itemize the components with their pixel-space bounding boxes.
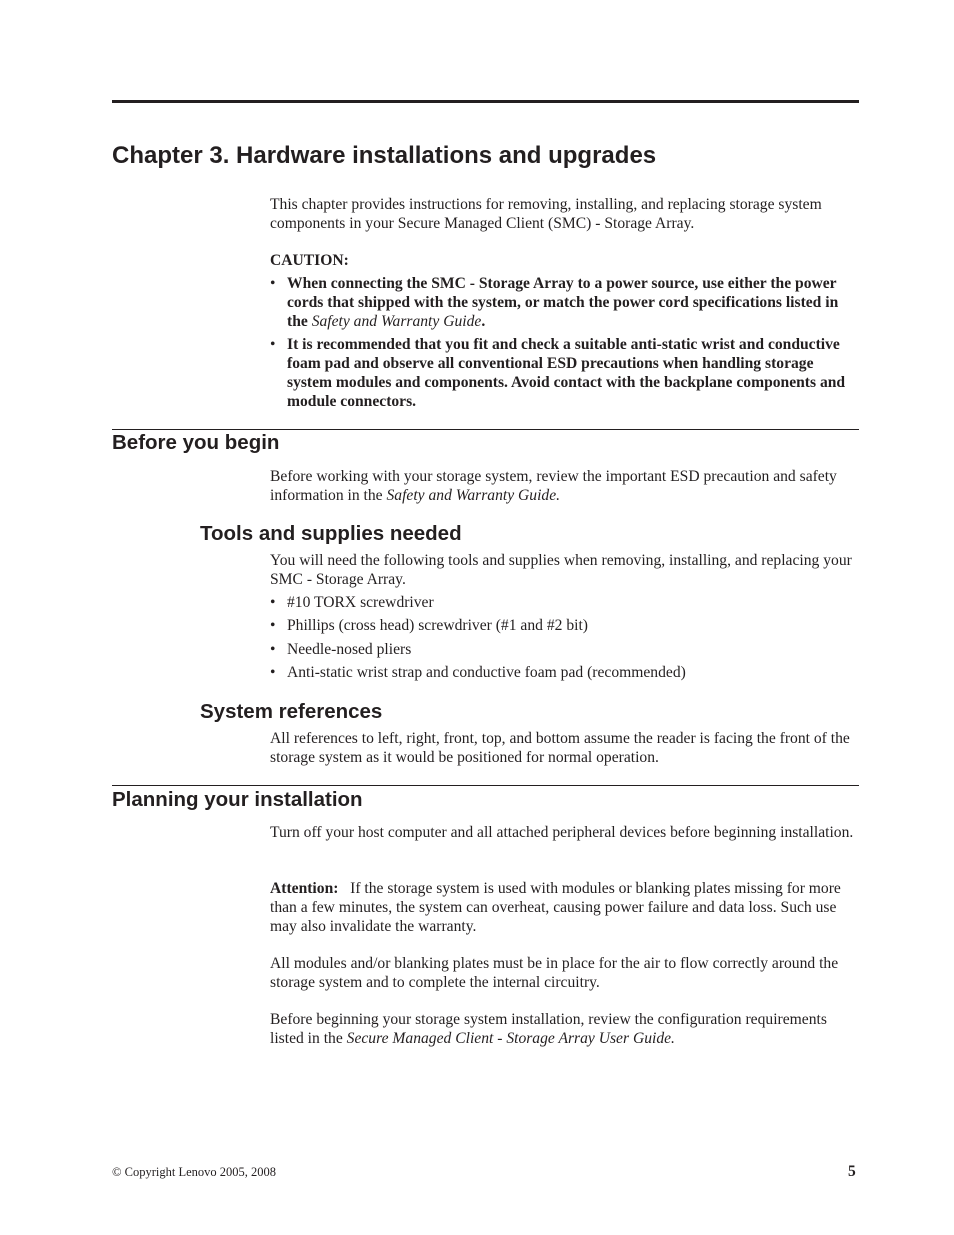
bullet: • (270, 640, 276, 658)
tool-item: Anti-static wrist strap and conductive foam pad (recommended) (287, 663, 686, 681)
tools-paragraph: You will need the following tools and supplies when removing, installing, and replacing your SMC - Storage Array. (270, 552, 852, 588)
subsection-heading-tools: Tools and supplies needed (200, 522, 462, 545)
bullet: • (270, 594, 276, 611)
bullet: • (270, 663, 276, 681)
planning-paragraph: Turn off your host computer and all attached peripheral devices before beginning installation. (270, 824, 854, 841)
list-item (270, 593, 850, 612)
config-text: Before beginning your storage system installation, review the configuration requirements listed in the (270, 1011, 827, 1047)
section-heading-before-you-begin: Before you begin (112, 431, 280, 454)
intro-paragraph: This chapter provides instructions for removing, installing, and replacing storage system components in your Secure Managed Client (SMC) - Storage Array. (270, 196, 822, 232)
caution-label: CAUTION: (270, 252, 349, 269)
bullet: • (270, 336, 276, 353)
caution-item-text: When connecting the SMC - Storage Array to a power source, use either the power cords that shipped with the system, or match the power cord specifications listed in the (287, 275, 839, 330)
list-item (270, 663, 850, 682)
caution-item (270, 335, 850, 411)
caution-item-text: It is recommended that you fit and check a suitable anti-static wrist and conductive foam pad and observe all conventional ESD precautions when handling storage system modules and components. Avoid contact with the backplane components and module connectors. (287, 336, 846, 410)
section-rule (112, 785, 859, 786)
tools-list (270, 593, 850, 686)
caution-item (270, 274, 850, 331)
bullet: • (270, 275, 276, 292)
page-number: 5 (848, 1163, 856, 1180)
modules-paragraph: All modules and/or blanking plates must be in place for the air to flow correctly around the storage system and to complete the internal circuitry. (270, 955, 839, 991)
references-paragraph: All references to left, right, front, top, and bottom assume the reader is facing the front of the storage system as it would be positioned for normal operation. (270, 730, 850, 766)
bullet: • (270, 617, 276, 635)
config-paragraph (270, 1010, 858, 1048)
list-item (270, 640, 850, 659)
user-guide-title: Secure Managed Client - Storage Array User Guide. (346, 1030, 675, 1047)
attention-text: If the storage system is used with modules or blanking plates missing for more than a few minutes, the system can overheat, causing power failure and data loss. Such use may also invalidate the warranty. (270, 880, 841, 935)
chapter-title: Chapter 3. Hardware installations and upgrades (112, 142, 657, 169)
tool-item: Phillips (cross head) screwdriver (#1 and #2 bit) (287, 617, 588, 635)
copyright: © Copyright Lenovo 2005, 2008 (112, 1165, 277, 1179)
tool-item: Needle-nosed pliers (287, 640, 412, 658)
section-rule (112, 429, 859, 430)
subsection-heading-references: System references (200, 700, 383, 723)
attention-label: Attention: (270, 880, 339, 897)
safety-guide-title: Safety and Warranty Guide (311, 313, 482, 330)
section-heading-planning: Planning your installation (112, 788, 363, 811)
caution-list (270, 274, 850, 415)
chapter-top-rule (112, 100, 859, 103)
before-text: Before working with your storage system, review the important ESD precaution and safety information in the (270, 468, 837, 504)
before-paragraph (270, 467, 858, 505)
caution-item-end: . (481, 313, 486, 330)
tool-item: #10 TORX screwdriver (287, 594, 434, 611)
list-item (270, 616, 850, 635)
safety-guide-title: Safety and Warranty Guide. (386, 487, 561, 504)
attention-paragraph (270, 879, 858, 936)
